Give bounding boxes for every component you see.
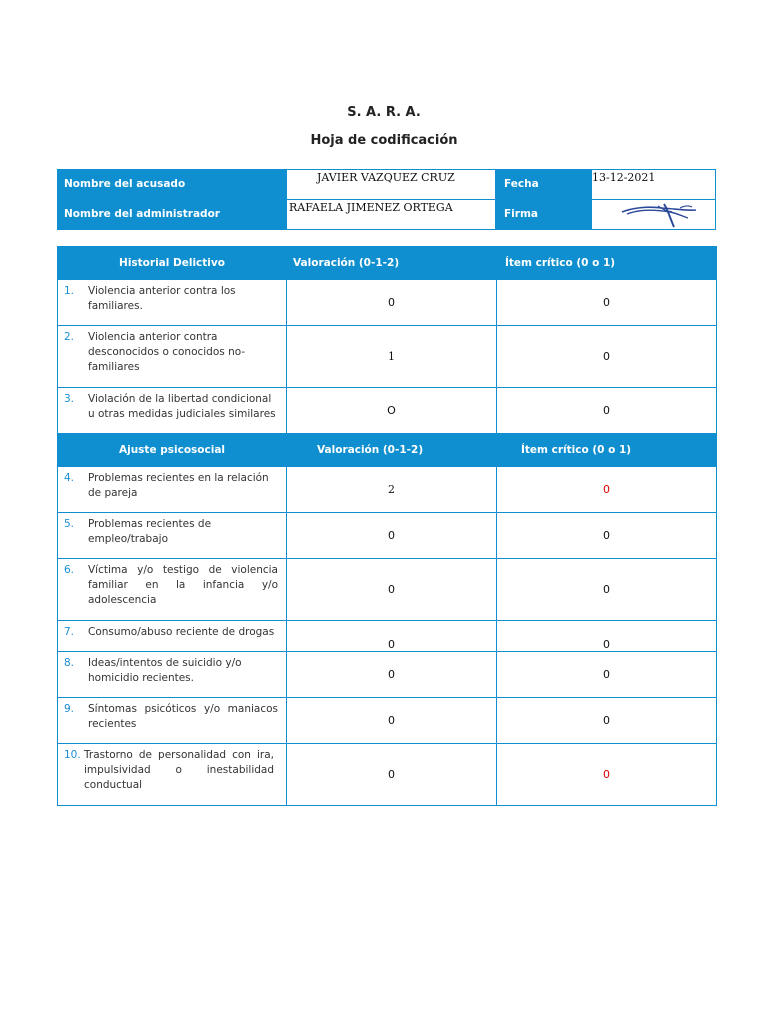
item-number: 10. (64, 749, 81, 761)
table-row (58, 280, 717, 326)
item-number: 3. (64, 393, 75, 405)
item-text: Violencia anterior contra desconocidos o conocidos no-familiares (88, 331, 246, 373)
coding-table (57, 246, 717, 806)
critico-value[interactable]: 0 (497, 280, 717, 326)
item-cell (58, 326, 287, 388)
item-text: Problemas recientes de empleo/trabajo (88, 518, 212, 545)
item-text: Problemas recientes en la relación de pareja (88, 472, 269, 499)
valoracion-value[interactable]: 0 (287, 744, 497, 806)
signature-image (592, 200, 715, 229)
table-row (58, 326, 717, 388)
item-cell (58, 388, 287, 434)
item-text: Violencia anterior contra los familiares. (88, 285, 236, 312)
item-cell (58, 744, 287, 806)
item-number: 8. (64, 657, 75, 669)
table-row (58, 698, 717, 744)
table-row (58, 388, 717, 434)
section-header-row (58, 247, 717, 280)
section-name: Historial Delictivo (58, 247, 287, 280)
valoracion-value[interactable]: 0 (287, 280, 497, 326)
critico-value[interactable]: 0 (497, 559, 717, 621)
sign-label: Firma (504, 208, 538, 220)
signature-field[interactable] (591, 199, 716, 230)
item-text: Víctima y/o testigo de violencia familiar en la infancia y/o adolescencia (88, 564, 278, 606)
valoracion-value[interactable]: 1 (287, 326, 497, 388)
critico-value[interactable]: 0 (497, 388, 717, 434)
admin-label: Nombre del administrador (64, 208, 220, 220)
critico-column-header: Ítem crítico (0 o 1) (497, 434, 717, 467)
critico-value[interactable]: 0 (497, 513, 717, 559)
admin-field[interactable]: RAFAELA JIMENEZ ORTEGA (286, 199, 496, 230)
item-cell (58, 513, 287, 559)
date-label: Fecha (504, 178, 539, 190)
table-row (58, 559, 717, 621)
critico-value[interactable]: 0 (497, 467, 717, 513)
item-text: Trastorno de personalidad con ira, impulsividad o inestabilidad conductual (84, 749, 274, 791)
item-number: 4. (64, 472, 75, 484)
item-text: Consumo/abuso reciente de drogas (88, 626, 275, 638)
page-subtitle: Hoja de codificación (310, 133, 458, 148)
item-cell (58, 559, 287, 621)
item-cell (58, 467, 287, 513)
table-row (58, 652, 717, 698)
accused-field[interactable]: JAVIER VAZQUEZ CRUZ (286, 169, 496, 200)
date-field[interactable]: 13-12-2021 (591, 169, 716, 200)
critico-value[interactable]: 0 (497, 698, 717, 744)
valoracion-column-header: Valoración (0-1-2) (287, 434, 497, 467)
valoracion-value[interactable]: 0 (287, 513, 497, 559)
section-header-row (58, 434, 717, 467)
item-number: 2. (64, 331, 75, 343)
item-cell (58, 652, 287, 698)
critico-value[interactable]: 0 (497, 652, 717, 698)
critico-column-header: Ítem crítico (0 o 1) (497, 247, 717, 280)
section-name: Ajuste psicosocial (58, 434, 287, 467)
item-text: Violación de la libertad condicional u otras medidas judiciales similares (88, 393, 276, 420)
item-cell (58, 698, 287, 744)
critico-value[interactable]: 0 (497, 326, 717, 388)
table-row (58, 621, 717, 652)
valoracion-value[interactable]: 0 (287, 652, 497, 698)
item-number: 7. (64, 626, 75, 638)
accused-label: Nombre del acusado (64, 178, 186, 190)
table-row (58, 744, 717, 806)
item-number: 5. (64, 518, 75, 530)
table-row (58, 513, 717, 559)
item-number: 1. (64, 285, 75, 297)
item-number: 9. (64, 703, 75, 715)
page-title: S. A. R. A. (347, 105, 421, 120)
item-cell (58, 621, 287, 652)
table-row (58, 467, 717, 513)
critico-value[interactable]: 0 (497, 621, 717, 652)
item-text: Ideas/intentos de suicidio y/o homicidio recientes. (88, 657, 242, 684)
valoracion-value[interactable]: 0 (287, 559, 497, 621)
critico-value[interactable]: 0 (497, 744, 717, 806)
item-text: Síntomas psicóticos y/o maniacos recientes (88, 703, 278, 730)
item-number: 6. (64, 564, 75, 576)
item-cell (58, 280, 287, 326)
valoracion-value[interactable]: 0 (287, 621, 497, 652)
valoracion-column-header: Valoración (0-1-2) (287, 247, 497, 280)
valoracion-value[interactable]: O (287, 388, 497, 434)
valoracion-value[interactable]: 0 (287, 698, 497, 744)
valoracion-value[interactable]: 2 (287, 467, 497, 513)
